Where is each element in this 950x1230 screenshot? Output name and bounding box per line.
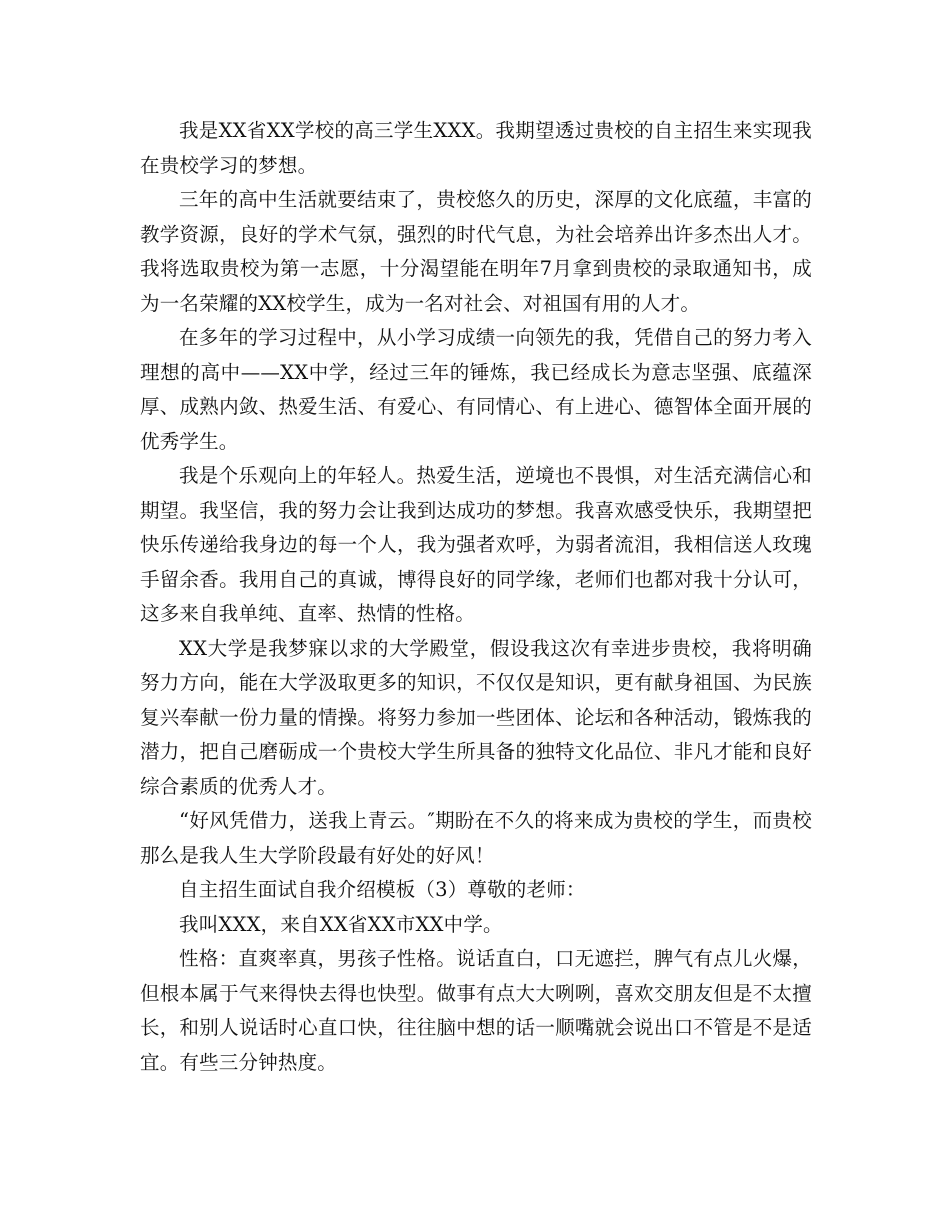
paragraph-school-aspiration: 三年的高中生活就要结束了，贵校悠久的历史，深厚的文化底蕴，丰富的教学资源，良好的学术气氛，强烈的时代气息，为社会培养出许多杰出人才。我将选取贵校为第一志愿，十分渴望能在明年7月拿到贵校的录取通知书，成为一名荣耀的XX校学生，成为一名对社会、对祖国有用的人才。 <box>140 188 812 315</box>
document-body <box>140 114 812 1080</box>
paragraph-character: 性格：直爽率真，男孩子性格。说话直白，口无遮拦，脾气有点儿火爆，但根本属于气来得快去得也快型。做事有点大大咧咧，喜欢交朋友但是不太擅长，和别人说话时心直口快，往往脑中想的话一顺嘴就会说出口不管是不是适宜。有些三分钟热度。 <box>140 947 812 1074</box>
paragraph-template-heading: 自主招生面试自我介绍模板（3）尊敬的老师： <box>179 878 586 901</box>
paragraph-self-name: 我叫XXX，来自XX省XX市XX中学。 <box>179 912 503 936</box>
paragraph-intro: 我是XX省XX学校的高三学生XXX。我期望透过贵校的自主招生来实现我在贵校学习的梦想。 <box>140 119 812 177</box>
paragraph-personality: 我是个乐观向上的年轻人。热爱生活，逆境也不畏惧，对生活充满信心和期望。我坚信，我的努力会让我到达成功的梦想。我喜欢感受快乐，我期望把快乐传递给我身边的每一个人，我为强者欢呼，为弱者流泪，我相信送人玫瑰手留余香。我用自己的真诚，博得良好的同学缘，老师们也都对我十分认可，这多来自我单纯、直率、热情的性格。 <box>140 464 812 625</box>
paragraph-study-history: 在多年的学习过程中，从小学习成绩一向领先的我，凭借自己的努力考入理想的高中——XX中学，经过三年的锤炼，我已经成长为意志坚强、底蕴深厚、成熟内敛、热爱生活、有爱心、有同情心、有上进心、德智体全面开展的优秀学生。 <box>140 326 812 453</box>
paragraph-closing-quote: “好风凭借力，送我上青云。″期盼在不久的将来成为贵校的学生，而贵校那么是我人生大学阶段最有好处的好风！ <box>140 809 812 867</box>
paragraph-university-plans: XX大学是我梦寐以求的大学殿堂，假设我这次有幸进步贵校，我将明确努力方向，能在大学汲取更多的知识，不仅仅是知识，更有献身祖国、为民族复兴奉献一份力量的情操。将努力参加一些团体、论坛和各种活动，锻炼我的潜力，把自己磨砺成一个贵校大学生所具备的独特文化品位、非凡才能和良好综合素质的优秀人才。 <box>140 636 812 798</box>
